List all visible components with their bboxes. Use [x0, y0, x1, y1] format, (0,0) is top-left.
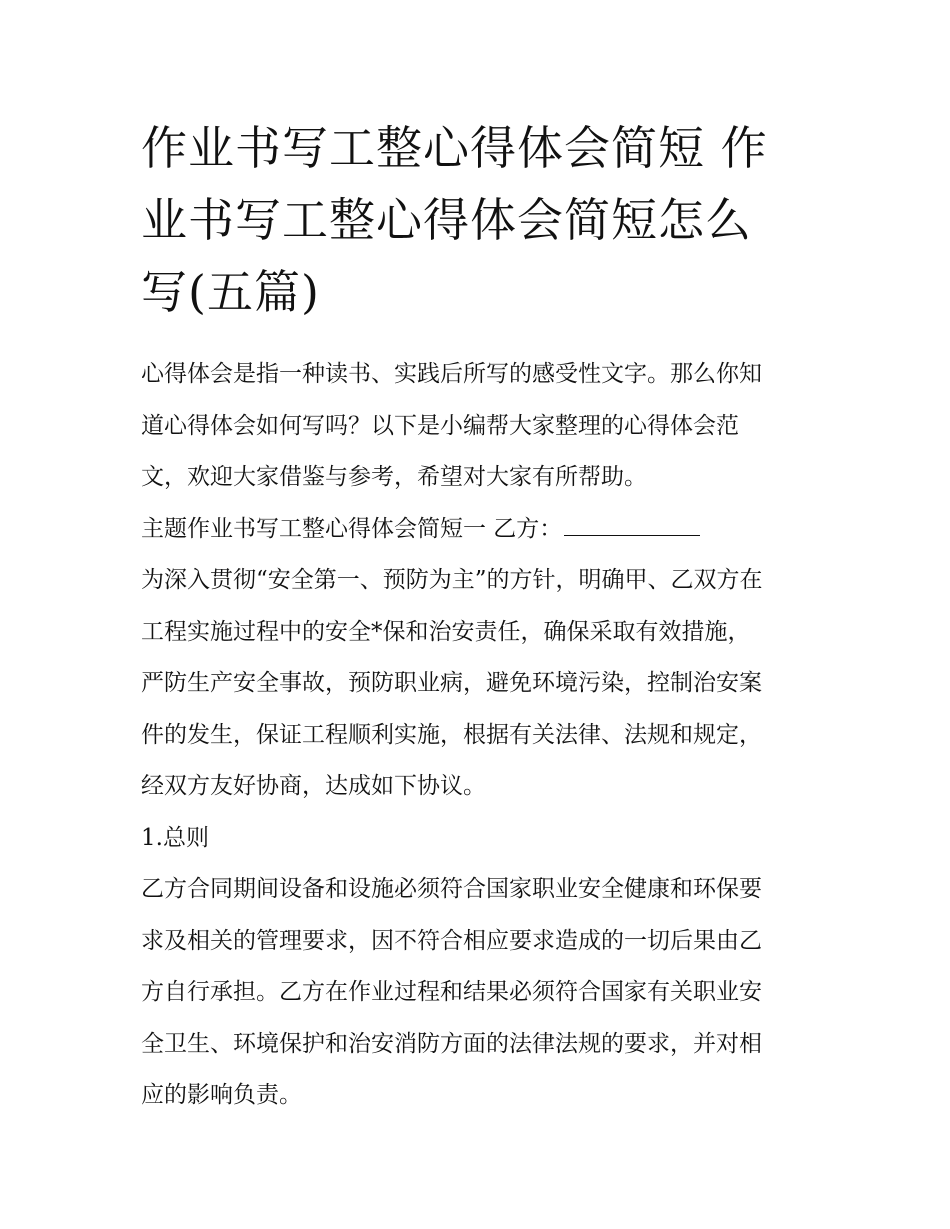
document-content [141, 112, 813, 1122]
title-line: 业书写工整心得体会简短怎么 [141, 193, 752, 247]
body-paragraph [141, 555, 813, 813]
section-heading [141, 813, 813, 865]
section-line: 方自行承担。乙方在作业过程和结果必须符合国家有关职业安 [141, 979, 762, 1005]
section-line: 全卫生、环境保护和治安消防方面的法律法规的要求，并对相 [141, 1030, 762, 1057]
topic-paragraph [141, 504, 813, 556]
body-line: 件的发生，保证工程顺利实施，根据有关法律、法规和规定， [141, 721, 762, 748]
section-heading-text: 1.总则 [141, 824, 209, 851]
document-title [141, 112, 809, 328]
section-line: 乙方合同期间设备和设施必须符合国家职业安全健康和环保要 [141, 876, 762, 902]
body-line: 严防生产安全事故，预防职业病，避免环境污染，控制治安案 [141, 670, 762, 696]
section-line: 应的影响负责。 [141, 1082, 302, 1108]
intro-line: 心得体会是指一种读书、实践后所写的感受性文字。那么你知 [141, 361, 762, 387]
topic-text: 主题作业书写工整心得体会简短一 乙方： [141, 515, 563, 542]
body-line: 经双方友好协商，达成如下协议。 [141, 773, 486, 799]
topic-line [141, 504, 813, 556]
section-line: 求及相关的管理要求，因不符合相应要求造成的一切后果由乙 [141, 927, 762, 954]
party-b-blank-line [564, 517, 700, 536]
title-line: 写(五篇) [141, 265, 320, 319]
intro-line: 道心得体会如何写吗？以下是小编帮大家整理的心得体会范 [141, 412, 739, 439]
body-line: 为深入贯彻“安全第一、预防为主”的方针，明确甲、乙双方在 [141, 567, 763, 593]
body-line: 工程实施过程中的安全*保和治安责任，确保采取有效措施， [141, 618, 751, 645]
intro-line: 文，欢迎大家借鉴与参考，希望对大家有所帮助。 [141, 464, 647, 490]
intro-paragraph [141, 349, 813, 504]
title-line: 作业书写工整心得体会简短 作 [141, 121, 768, 175]
section-paragraph [141, 864, 813, 1122]
